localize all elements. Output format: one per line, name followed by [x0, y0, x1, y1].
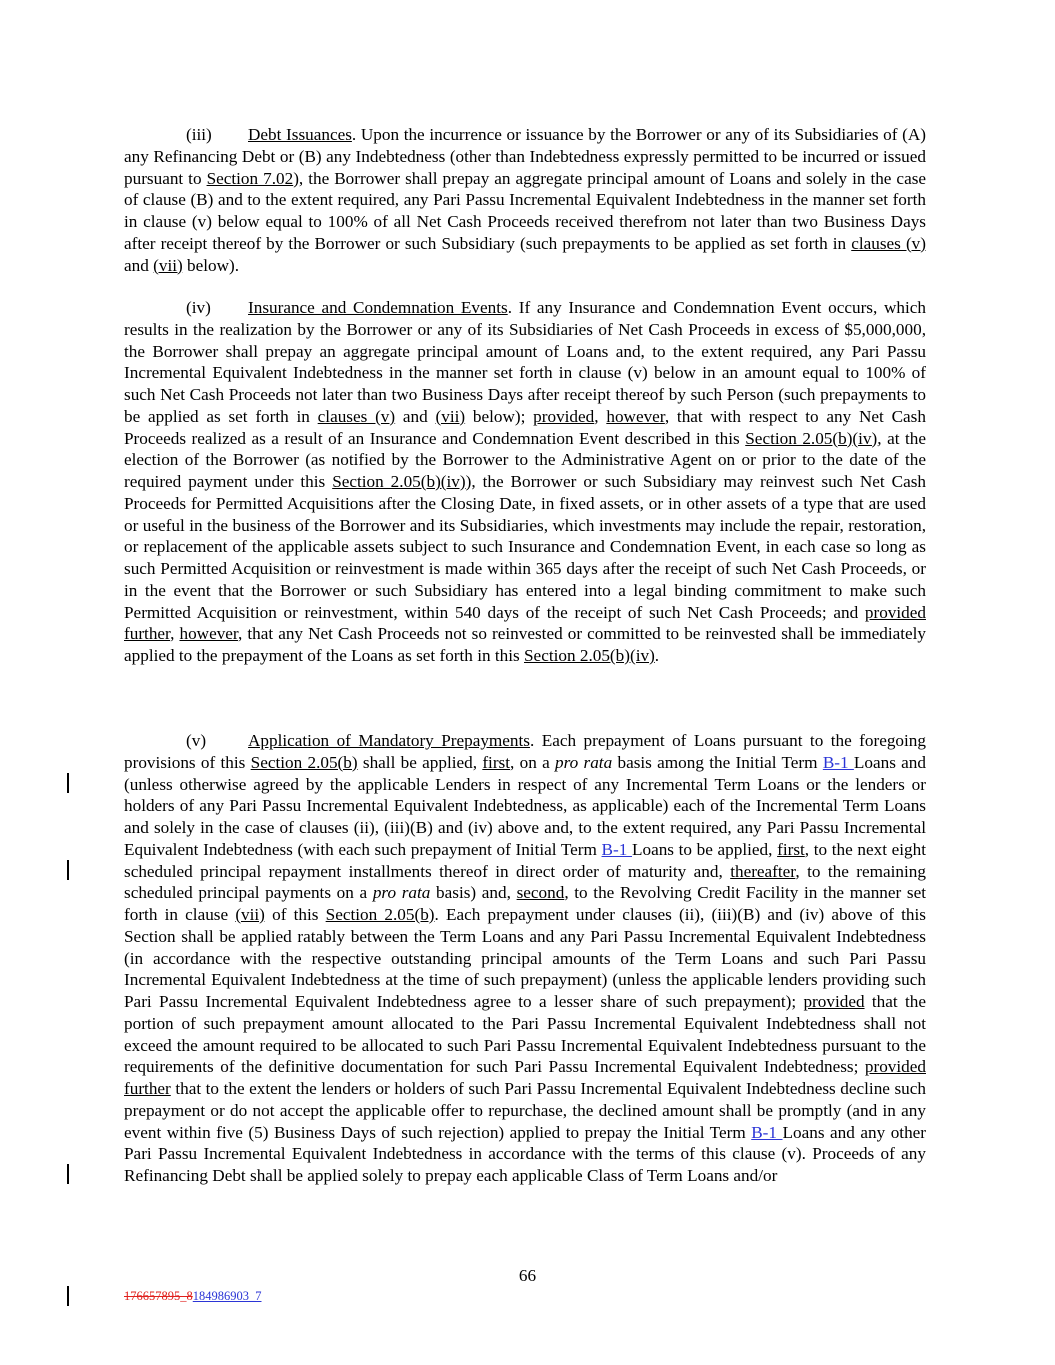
text-run: basis) and, [430, 883, 517, 903]
clause-number: (iii) [186, 125, 212, 144]
section-reference: Section 2.05(b) [325, 905, 435, 924]
defined-term: provided [864, 602, 926, 622]
text-run: , [170, 624, 180, 644]
text-run: ), the Borrower or such Subsidiary may reinvest such Net Cash Proceeds for Permitted Acquisitions after the Closing Date, in fixed assets, or in other assets of a type that are used or useful in the business of the Borrower and its Subsidiaries, which investments may include the repair, restoration, or replacement of the applicable assets subject to such Insurance and Condemnation Event, in each case so long as such Permitted Acquisition or reinvestment is made within 365 days after the receipt of such Net Cash Proceeds, or in the event that the Borrower or such Subsidiary has entered into a legal binding commitment to make such Permitted Acquisition or reinvestment, within 540 days of the receipt of such Net Cash Proceeds; and [124, 472, 926, 622]
clause-heading: Insurance and Condemnation Events [248, 298, 508, 317]
defined-term: thereafter [730, 861, 796, 881]
paragraph-v [124, 730, 926, 1187]
paragraph-iii [124, 124, 926, 276]
clause-heading: Application of Mandatory Prepayments [248, 731, 530, 750]
clause-reference: (vii) [435, 406, 466, 426]
text-run: Loans to be applied, [631, 839, 778, 859]
section-reference: Section 2.05(b)(iv) [332, 472, 466, 491]
italic-term: pro rata [372, 883, 431, 903]
change-bar [67, 860, 69, 880]
text-run: , [594, 406, 607, 426]
text-run: below); [465, 406, 534, 426]
page-number: 66 [518, 1266, 537, 1285]
text-run: that the portion of such prepayment amount allocated to the Pari Passu Incremental Equivalent Indebtedness shall not exceed the amount required to be allocated to such Pari Passu Incremental Equivalent Indebtedness pursuant to the requirements of the definitive documentation for such Pari Passu Incremental Equivalent Indebtedness; [124, 992, 926, 1077]
defined-term: provided [803, 992, 865, 1011]
inserted-revision: B-1 [822, 752, 854, 772]
inserted-revision: B-1 [751, 1122, 783, 1142]
text-run: basis among the Initial Term [612, 752, 823, 772]
section-reference: Section 2.05(b)(iv) [524, 646, 655, 665]
clause-number: (iv) [186, 298, 211, 317]
text-run: below). [182, 255, 240, 275]
paragraph-iv [124, 297, 926, 667]
clause-reference: clauses (v) [851, 233, 926, 253]
clause-reference: clauses (v) [317, 406, 396, 426]
text-run: of this [264, 905, 326, 924]
defined-term: however [606, 406, 665, 426]
section-reference: Section 2.05(b)(iv) [745, 428, 878, 448]
defined-term: second [516, 883, 565, 903]
text-run: , that with respect to any Net Cash Proceeds realized as a result of an Insurance and Condemnation Event described in this [124, 406, 926, 448]
clause-number: (v) [186, 731, 207, 750]
document-id [124, 1289, 262, 1304]
text-run: , to the next eight scheduled principal repayment installments thereof in direct order of maturity and, [124, 839, 927, 881]
text-run: , at the election of the Borrower (as notified by the Borrower to the Administrative Agent on or prior to the date of the required payment under this [124, 428, 926, 491]
text-run: and [395, 406, 436, 426]
change-bar [67, 1164, 69, 1184]
text-run: . If any Insurance and Condemnation Event occurs, which results in the realization by the Borrower or any of its Subsidiaries of Net Cash Proceeds in excess of $5,000,000, the Borrower shall prepay an aggregate principal amount of Loans and, to the extent required, any Pari Passu Incremental Equivalent Indebtedness in the manner set forth in clause (v) below in an amount equal to 100% of such Net Cash Proceeds not later than two Business Days after receipt thereof by such Person (such prepayments to be applied as set forth in [124, 298, 926, 426]
clause-reference: (vii) [153, 255, 183, 275]
inserted-revision: B-1 [601, 839, 632, 859]
change-bar [67, 1286, 69, 1306]
italic-term: pro rata [555, 752, 613, 772]
defined-term: first [482, 752, 511, 772]
text-run: , to the Revolving Credit Facility in the manner set forth in clause [124, 883, 927, 924]
section-reference: Section 2.05(b) [250, 752, 358, 772]
clause-heading: Debt Issuances [248, 125, 352, 144]
text-run: , to the remaining scheduled principal payments on a [124, 861, 926, 903]
text-run: . [654, 646, 660, 665]
section-reference: Section 7.02 [206, 168, 294, 188]
text-run: , that any Net Cash Proceeds not so reinvested or committed to be reinvested shall be immediately applied to the prepayment of the Loans as set forth in this [124, 624, 927, 665]
text-run: Loans and any other Pari Passu Incremental Equivalent Indebtedness in accordance with the terms of this clause (v). Proceeds of any Refinancing Debt shall be applied solely to prepay each applicable Class of Term Loans and/or [124, 1122, 927, 1185]
change-bar [67, 773, 69, 793]
defined-term: provided [533, 406, 595, 426]
deleted-doc-id: 176657895_8 [124, 1289, 193, 1303]
text-run: . Each prepayment under clauses (ii), (iii)(B) and (iv) above of this Section shall be applied ratably between the Term Loans and any Pari Passu Incremental Equivalent Indebtedness (in accordance with the respective outstanding principal amounts of the Term Loans and such Pari Passu Incremental Equivalent Indebtedness at the time of such prepayment) (unless the applicable lenders providing such Pari Passu Incremental Equivalent Indebtedness agree to a lesser share of such prepayment); [124, 905, 926, 1011]
clause-reference: (vii) [235, 905, 265, 924]
text-run: . Each prepayment of Loans pursuant to the foregoing provisions of this [124, 731, 926, 772]
text-run: Loans and (unless otherwise agreed by the applicable Lenders in respect of any Incremental Term Loans or the lenders or holders of any Pari Passu Incremental Equivalent Indebtedness, as applicable) each of the Incremental Term Loans and solely in the case of clauses (ii), (iii)(B) and (iv) above and, to the extent required, any Pari Passu Incremental Equivalent Indebtedness (with each such prepayment of Initial Term [124, 752, 926, 859]
text-run: shall be applied, [357, 752, 483, 772]
inserted-doc-id: 184986903_7 [192, 1289, 262, 1303]
defined-term: further [124, 624, 171, 644]
defined-term: provided [864, 1057, 926, 1077]
defined-term: however [179, 624, 238, 644]
text-run: ), the Borrower shall prepay an aggregate principal amount of Loans and solely in the case of clause (B) and to the extent required, any Pari Passu Incremental Equivalent Indebtedness in the manner set forth in clause (v) below equal to 100% of all Net Cash Proceeds received therefrom not later than two Business Days after receipt thereof by the Borrower or such Subsidiary (such prepayments to be applied as set forth in [124, 168, 927, 253]
text-run: . Upon the incurrence or issuance by the Borrower or any of its Subsidiaries of (A) any Refinancing Debt or (B) any Indebtedness (other than Indebtedness expressly permitted to be incurred or issued pursuant to [124, 125, 926, 188]
defined-term: first [777, 839, 805, 859]
text-run: , on a [510, 752, 555, 772]
text-run: and [124, 255, 154, 275]
defined-term: further [124, 1079, 171, 1098]
text-run: that to the extent the lenders or holders of such Pari Passu Incremental Equivalent Indebtedness decline such prepayment or do not accept the applicable offer to repurchase, the declined amount shall be promptly (and in any event within five (5) Business Days of such rejection) applied to prepay the Initial Term [124, 1079, 926, 1142]
